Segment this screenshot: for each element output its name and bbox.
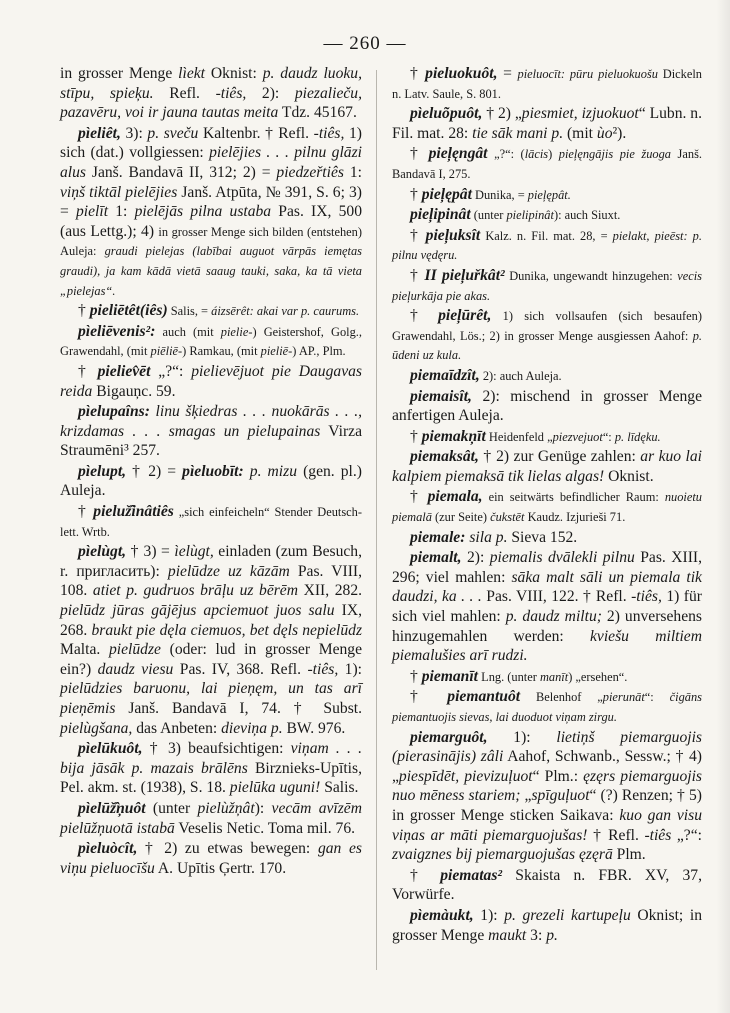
entry-text: p. daudz miltu; (505, 608, 602, 626)
entry-text: čukstēt (490, 510, 525, 525)
dictionary-entry (392, 548, 702, 666)
entry-text: Bigauņc. 59. (92, 382, 176, 400)
entry-headword: piemanīt (421, 667, 479, 685)
dictionary-entry (392, 144, 702, 183)
dictionary-entry (392, 667, 702, 687)
entry-headword: piemaksât, (410, 448, 479, 466)
entry-text: p. līdęku. (614, 429, 661, 444)
entry-text: Oknist; in grosser Menge (392, 906, 702, 944)
entry-text: Heidenfeld „ (485, 429, 553, 444)
entry-headword: pìeliêt, (78, 124, 121, 142)
dictionary-entry (392, 226, 702, 265)
entry-headword: pieļuksît (425, 226, 481, 244)
entry-text: ) Geistershof, Golg., Grawendahl, (mit (60, 324, 362, 359)
entry-text: Janš. Bandavā I, 74. † Subst. (115, 700, 362, 717)
entry-text: -tiês, (313, 124, 345, 142)
entry-text: ) (548, 147, 559, 162)
entry-text: † 2) zur Genüge zahlen: (478, 448, 641, 466)
entry-text: pielūdzies baruonu, lai pieņęm, un tas arī pieņēmis (60, 680, 362, 717)
entry-text: † (410, 427, 422, 445)
entry-text: Kalz. n. Fil. mat. 28, = (480, 228, 613, 243)
entry-text: p. (546, 926, 558, 944)
entry-text: nuoietu piemalā (392, 490, 702, 525)
entry-text: Lng. (unter (478, 669, 540, 684)
entry-text: † (78, 302, 90, 320)
entry-text: gan es viņu pieluocīšu (60, 840, 362, 877)
dictionary-entry (392, 866, 702, 905)
entry-headword: piemantuôt (447, 688, 521, 706)
entry-text: tie sāk mani p. (472, 124, 564, 142)
column-divider (376, 70, 377, 970)
entry-text: Sieva 152. (507, 528, 578, 546)
dictionary-entry (392, 266, 702, 305)
entry-text: ) Ramkau, (mit (182, 344, 261, 359)
entry-text: † (410, 688, 448, 706)
entry-text: (unter (145, 799, 198, 817)
entry-text: áizsērêt: akai var p. caurums. (211, 304, 360, 319)
entry-text: lācis (524, 147, 549, 162)
entry-headword: pìelūž̂ņuôt (78, 799, 146, 817)
dictionary-entry (392, 447, 702, 486)
entry-text: pielùgšana, (60, 719, 133, 737)
entry-text: -tiês (644, 826, 672, 844)
entry-text: maukt (488, 926, 527, 944)
dictionary-entry (60, 839, 362, 878)
entry-text: A. Upītis Ģertr. 170. (154, 859, 287, 877)
entry-text: † 2) zu etwas bewegen: (137, 840, 318, 858)
entry-headword: piemala, (427, 488, 483, 506)
entry-text: pielievējuot pie Daugavas reida (60, 362, 362, 400)
entry-text: Tdz. 45167. (278, 104, 357, 122)
entry-text: 1): (487, 728, 557, 746)
entry-headword: pieliētêt(iês) (89, 302, 168, 320)
entry-text: p. grezeli kartupeļu (504, 906, 631, 924)
entry-text: 1) sich (dat.) vollgiessen: (60, 124, 362, 162)
entry-text: pielùžņât (197, 799, 255, 817)
entry-headword: piemalt, (410, 549, 462, 567)
entry-text: Salis, = (167, 304, 212, 319)
entry-text: 1): (338, 660, 362, 678)
entry-text: ²). (612, 124, 627, 142)
left-column (60, 64, 362, 879)
entry-text: pierunāt (602, 690, 645, 705)
entry-text: Malta. (60, 641, 109, 659)
entry-headword: piemakņīt (421, 427, 486, 445)
scan-edge-shadow (716, 0, 730, 1013)
entry-text: piezvejuot (552, 429, 603, 444)
entry-text: ìelùgt, (174, 543, 214, 561)
entry-headword: pieluž̂inâtiês (93, 503, 174, 521)
dictionary-entry (392, 366, 702, 386)
dictionary-entry (392, 205, 702, 225)
entry-headword: piemaīdzît, (410, 366, 480, 384)
entry-text: Belenhof „ (520, 690, 603, 705)
entry-text: vecām avīzēm pielūžņuotā istabā (60, 799, 362, 837)
entry-text: Oknist: (205, 65, 263, 82)
entry-headword: pieļipinât (410, 206, 471, 224)
entry-text: pieļęngājis pie žuoga (558, 147, 671, 162)
entry-text: „?“: (150, 362, 192, 380)
entry-text: „?“: (671, 826, 702, 844)
entry-text: † (410, 65, 426, 82)
entry-text: zvaigznes bij piemarguojušas ęzęrā (392, 846, 613, 864)
entry-headword: pieļęngât (428, 145, 488, 163)
dictionary-entry (60, 739, 362, 798)
entry-text: pielipinât (506, 208, 554, 223)
entry-text: “: (602, 429, 615, 444)
entry-text: † (410, 667, 422, 685)
page-number: — 260 — (323, 33, 407, 54)
entry-text: (mit (563, 124, 597, 142)
entry-text: † 2) = (126, 462, 183, 480)
entry-text: (zur Seite) (431, 510, 491, 525)
entry-text: pielējies . . . pilnu glāzi alus (60, 144, 362, 181)
entry-text: ein seitwärts befindlicher Raum: (482, 490, 665, 505)
entry-headword: pìeluobīt: (182, 462, 244, 480)
entry-headword: pìelūkuôt, (78, 740, 143, 758)
entry-text: Birznieks-Upītis, Pel. akm. st. (1938), S. 18. (60, 759, 362, 797)
entry-text: „sich einfeicheln“ Stender Deutsch-lett. Wrtb. (60, 505, 362, 539)
dictionary-entry (392, 427, 702, 447)
entry-headword: pieļūrêt, (438, 307, 492, 325)
entry-text: Veselis Netic. Toma mil. 76. (174, 819, 356, 837)
entry-headword: pieļępât (421, 185, 472, 203)
entry-text: spīguļuot (531, 787, 590, 805)
entry-text: pielakt, pieēst: p. pilnu vędęru. (392, 228, 702, 263)
dictionary-entry (392, 306, 702, 365)
entry-text: † (410, 145, 429, 163)
entry-text: † (78, 503, 94, 521)
entry-text: 2): (246, 84, 295, 102)
entry-text: pielūdze uz kāzām (167, 562, 290, 580)
entry-text: “ (?) Renzen; † 5) in grosser Menge sticken Saikava: (392, 787, 702, 824)
entry-text: Dunika, ungewandt hinzugehen: (504, 268, 678, 283)
entry-text: pieliē- (260, 344, 293, 359)
entry-text: „?“: ( (487, 147, 525, 162)
entry-headword: pìeluòcît, (78, 840, 138, 858)
entry-text: Virza Straumēni³ 257. (60, 422, 362, 460)
entry-text: braukt pie dęla ciemuos, bet dęls nepielūdz (91, 621, 363, 639)
entry-text: 1: (343, 163, 362, 181)
dictionary-entry (392, 104, 702, 143)
entry-text: 1) für sich viel mahlen: (392, 588, 702, 626)
dictionary-entry (60, 799, 362, 838)
entry-headword: piemale: (410, 528, 466, 546)
entry-text: pielējās pilna ustaba (134, 203, 272, 221)
entry-text: ): auch Siuxt. (553, 208, 621, 223)
entry-text: kuo gan visu viņas ar māti piemarguojušas! (392, 806, 702, 844)
entry-headword: pìemàukt, (410, 906, 474, 924)
dictionary-entry (392, 64, 702, 103)
right-column (392, 64, 702, 946)
entry-text: kviešu miltiem piemalušies arī rudzi. (392, 627, 702, 665)
entry-text: pieluocīt: pūru pieluokuošu (517, 67, 658, 81)
entry-headword: II pieļuřkât² (424, 266, 505, 284)
entry-text: † (410, 226, 426, 244)
entry-headword: pieluokuôt, (425, 65, 498, 82)
entry-headword: pieliev̂ēt (97, 362, 151, 380)
entry-text: Pas. VIII, 108. (60, 562, 362, 600)
dictionary-entry (60, 301, 362, 321)
entry-text: linu šķiedras . . . nuokārās . . ., krizdamas . . . smagas un pielupainas (60, 403, 362, 440)
entry-text: Aahof, Schwanb., Sessw.; † 4) „ (392, 748, 702, 785)
entry-text: (gen. pl.) Auleja. (60, 462, 362, 500)
entry-text: IX, 268. (60, 602, 362, 639)
entry-text: ęzęrs piemarguojis nuo mēness stariem; (392, 767, 703, 805)
entry-text: piemalis dvālekli pilnu (489, 549, 635, 567)
dictionary-entry (392, 906, 702, 945)
entry-text: 1): (473, 906, 505, 924)
entry-text: † (410, 307, 439, 325)
entry-text: Salis. (320, 779, 359, 797)
entry-text: 2) unversehens hinzugemahlen werden: (392, 608, 702, 645)
entry-text: XII, 282. (298, 582, 363, 600)
entry-text: pielūdz jūras gājējus apciemuot juos salu (60, 602, 335, 620)
dictionary-entry (60, 542, 362, 738)
entry-text: “ Plm.: (532, 767, 584, 785)
entry-text: 3: (526, 926, 547, 944)
entry-text: piezalieču, pazavēru, voi ir jauna tautas meita (60, 84, 362, 122)
dictionary-entry (60, 462, 362, 501)
entry-text: Skaista n. FBR. XV, 37, Vorwürfe. (392, 866, 702, 904)
entry-text: Dunika, = (471, 187, 528, 202)
dictionary-entry (60, 124, 362, 300)
entry-text: 2): (461, 549, 490, 567)
entry-text: manīt (539, 669, 569, 684)
entry-text: Plm. (612, 846, 646, 864)
entry-text: viņam . . . bija jāsāk p. mazais brālēns (60, 740, 362, 777)
entry-text: “ Lubn. n. Fil. mat. 28: (392, 105, 702, 142)
entry-text: (unter (470, 208, 507, 223)
entry-text: Pas. IX, 500 (aus Lettg.); 4) (60, 203, 362, 240)
entry-text: Pas. VIII, 122. † Refl. (481, 588, 632, 606)
entry-headword: piematas² (440, 866, 503, 884)
entry-text: ): (254, 799, 272, 817)
entry-text: p. ūdeni uz kula. (392, 328, 702, 363)
entry-text: ) AP., Plm. (292, 344, 346, 359)
dictionary-entry (392, 728, 702, 865)
entry-text: = (497, 65, 518, 82)
entry-text: 1) sich vollsaufen (sich besaufen) Grawendahl, Lös.; 2) in grosser Menge ausgiessen Aahof: (392, 309, 702, 343)
entry-text: Janš. Bandavā II, 312; 2) = (86, 163, 277, 181)
entry-text: † 3) = (126, 543, 175, 561)
entry-text: piespīdēt, pievizuļuot (398, 767, 533, 785)
entry-text: p. daudz luoku, stīpu, spieķu. (60, 65, 363, 102)
entry-text: † 3) beaufsichtigen: (142, 740, 291, 758)
entry-text: lìekt (178, 65, 205, 82)
entry-text: das Anbeten: (132, 719, 222, 737)
entry-text: viņš tiktāl pielējies (60, 183, 178, 201)
entry-text: Dickeln n. Latv. Saule, S. 801. (392, 67, 702, 101)
entry-text: pielie- (220, 324, 253, 339)
entry-text: piedzeřtiês (276, 163, 344, 181)
entry-text: sila p. (469, 528, 508, 546)
entry-text: -tiês, (631, 588, 662, 606)
entry-text: 1: (108, 203, 135, 221)
entry-text: pielūdze (108, 641, 161, 659)
entry-text: pieļępât. (527, 187, 571, 202)
entry-text: ) „ersehen“. (568, 669, 628, 684)
entry-text: † (410, 185, 422, 203)
entry-text: in grosser Menge (60, 65, 179, 82)
entry-text: vecis pieļurkāja pie akas. (392, 268, 702, 303)
entry-text: daudz viesu (97, 660, 174, 678)
entry-text: pielūka uguni! (229, 779, 321, 797)
entry-headword: piemarguôt, (410, 728, 488, 746)
dictionary-entry (392, 687, 702, 726)
entry-text: p. mizu (249, 462, 297, 480)
entry-text: Kaudz. Izjurieši 71. (524, 510, 626, 525)
entry-headword: pìelùgt, (78, 543, 127, 561)
dictionary-entry (60, 64, 362, 123)
dictionary-entry (392, 387, 702, 426)
entry-headword: pìelupt, (78, 462, 127, 480)
entry-text: pielīt (76, 203, 109, 221)
dictionary-entry (392, 528, 702, 548)
entry-text: piesmiet, izjuokuot (521, 105, 639, 123)
dictionary-entry (60, 322, 362, 361)
entry-text: Janš. Atpūta, № 391, S. 6; 3) = (60, 183, 362, 221)
entry-text: čigāns piemantuojis sievas, lai duoduot viņam zirgu. (392, 690, 702, 724)
entry-text: Janš. Bandavā I, 275. (392, 147, 702, 181)
entry-text: † 2) „ (482, 105, 522, 123)
entry-text: † (410, 866, 441, 884)
entry-text: Kaltenbr. † Refl. (198, 124, 314, 142)
entry-text: -tiês, (215, 84, 247, 102)
entry-text: dieviņa p. (221, 719, 283, 737)
entry-text: “: (644, 690, 670, 705)
entry-text: auch (mit (155, 324, 221, 339)
entry-text: piēliē- (150, 344, 183, 359)
entry-text: BW. 976. (282, 719, 346, 737)
entry-text: lietiņš piemarguojis (pierasinājis) zâli (392, 728, 702, 766)
entry-headword: pìeliēvenis²: (78, 322, 156, 340)
entry-text: † (410, 488, 428, 506)
dictionary-entry (392, 185, 702, 205)
dictionary-entry (60, 362, 362, 401)
entry-text: „ (520, 787, 532, 805)
entry-text: † (78, 362, 98, 380)
entry-text: p. sveču (147, 124, 199, 142)
entry-text: -tiês, (307, 660, 339, 678)
entry-text: Pas. IV, 368. Refl. (173, 660, 308, 678)
dictionary-entry (60, 402, 362, 461)
entry-text: Pas. XIII, 296; viel mahlen: (392, 549, 702, 586)
entry-text: (oder: lud in grosser Menge ein?) (60, 641, 363, 678)
dictionary-entry (60, 502, 362, 541)
entry-text: in grosser Menge sich bilden (entstehen) Auleja: (60, 224, 362, 259)
entry-text: Oknist. (604, 467, 654, 485)
dictionary-entry (392, 487, 702, 526)
entry-text: Refl. (153, 84, 216, 102)
entry-text: einladen (zum Besuch, r. пригласить): (60, 543, 362, 580)
entry-text: 3): (120, 124, 148, 142)
entry-headword: pìelupaîns: (78, 403, 150, 421)
entry-text: 2): auch Auleja. (479, 368, 562, 383)
entry-text: graudi pielejas (labībai auguot vārpās iemętas graudi), ja kam kādā vietā saaug tauki, saka, ka tā vieta „pielejas“. (60, 244, 362, 298)
entry-text: 2): mischend in grosser Menge anfertigen Auleja. (392, 387, 702, 425)
entry-text: † (410, 266, 425, 284)
entry-headword: pìeluõpuôt, (410, 105, 483, 123)
entry-text: atiet p. gudruos brāļu uz bērēm (92, 582, 298, 600)
entry-text: ùo (596, 124, 613, 142)
entry-text: † Refl. (587, 826, 645, 844)
entry-text: sāka malt sāli un piemala tik daudzi, ka . . . (392, 568, 702, 606)
entry-headword: piemaisît, (410, 387, 472, 405)
entry-text: ar kuo lai kalpiem piemaksā tik lielas algas! (392, 448, 703, 485)
